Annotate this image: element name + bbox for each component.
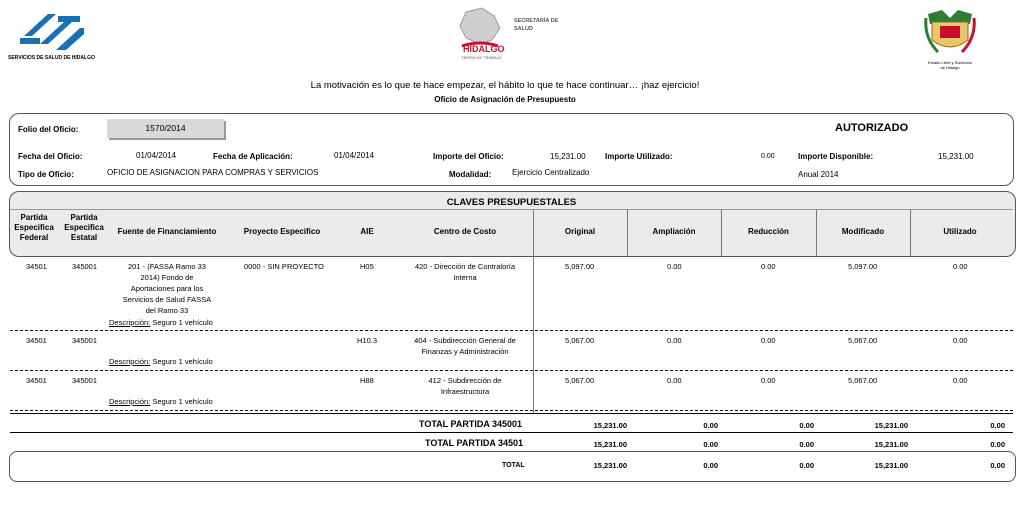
row3-estatal: 345001 [72, 376, 98, 385]
row2-reduccion: 0.00 [761, 336, 776, 345]
row2-centro: 404 - Subdirección General de Finanzas y Administración [414, 336, 516, 356]
importe-oficio-value: 15,231.00 [550, 152, 586, 161]
row3-centro: 412 - Subdirección de Infraestructura [428, 376, 502, 396]
right-caption-2: de Hidalgo [940, 65, 960, 70]
folio-value-box [107, 119, 224, 138]
total3-modificado: 15,231.00 [874, 461, 908, 470]
status-badge: AUTORIZADO [835, 122, 909, 134]
tipo-label: Tipo de Oficio: [18, 170, 74, 179]
row1-reduccion: 0.00 [761, 262, 776, 271]
col-utilizado: Utilizado [943, 227, 977, 236]
row1-ampliacion: 0.00 [667, 262, 682, 271]
col-aie: AIE [360, 227, 374, 236]
total2-utilizado: 0.00 [990, 440, 1005, 449]
row3-reduccion: 0.00 [761, 376, 776, 385]
fecha-oficio-value: 01/04/2014 [136, 151, 177, 160]
total2-reduccion: 0.00 [799, 440, 814, 449]
total1-utilizado: 0.00 [990, 421, 1005, 430]
fecha-oficio-label: Fecha del Oficio: [18, 152, 83, 161]
total3-utilizado: 0.00 [990, 461, 1005, 470]
tipo-value: OFICIO DE ASIGNACION PARA COMPRAS Y SERVICIOS [107, 168, 319, 177]
row3-utilizado: 0.00 [953, 376, 968, 385]
left-logo [8, 8, 98, 64]
col-proyecto: Proyecto Especifico [243, 227, 321, 236]
row2-estatal: 345001 [72, 336, 98, 345]
center-tagline: TIERRA DE TRABAJO [461, 55, 502, 60]
importe-disponible-label: Importe Disponible: [798, 152, 874, 161]
importe-utilizado-label: Importe Utilizado: [605, 152, 673, 161]
row2-aie: H10.3 [357, 336, 378, 345]
row2-ampliacion: 0.00 [667, 336, 682, 345]
row1-utilizado: 0.00 [953, 262, 968, 271]
row1-centro: 420 - Dirección de Contraloría Interna [414, 262, 516, 282]
row2-federal: 34501 [26, 336, 47, 345]
col-fuente: Fuente de Financiamiento [117, 227, 217, 236]
row1-original: 5,097.00 [565, 262, 595, 271]
total2-modificado: 15,231.00 [874, 440, 908, 449]
row3-ampliacion: 0.00 [667, 376, 682, 385]
col-ampliacion: Ampliación [652, 227, 696, 236]
total3-reduccion: 0.00 [799, 461, 814, 470]
row2-modificado: 5,067.00 [848, 336, 878, 345]
row2-original: 5,067.00 [565, 336, 595, 345]
col-original: Original [564, 227, 596, 236]
center-dept-2: SALUD [514, 26, 533, 32]
state-seal-icon [924, 8, 976, 56]
row1-estatal: 345001 [72, 262, 98, 271]
row-divider [10, 330, 1013, 331]
total1-original: 15,231.00 [593, 421, 627, 430]
row1-aie: H05 [360, 262, 374, 271]
total2-original: 15,231.00 [593, 440, 627, 449]
center-brand: HIDALGO [463, 44, 505, 54]
row1-descripcion: Descripción: Seguro 1 vehículo [109, 318, 213, 327]
center-dept-1: SECRETARÍA DE [514, 18, 559, 24]
row1-fuente: 201 - (FASSA Ramo 33 2014) Fondo de Aportaciones para los Servicios de Salud FASSA del Ramo 33 [122, 262, 212, 315]
modalidad-value: Ejercicio Centralizado [512, 168, 590, 177]
row1-modificado: 5,097.00 [848, 262, 878, 271]
folio-value: 1570/2014 [145, 123, 186, 133]
doc-title: Oficio de Asignación de Presupuesto [434, 95, 576, 104]
center-logo [448, 6, 568, 66]
total1-reduccion: 0.00 [799, 421, 814, 430]
body-sep-1 [533, 256, 534, 413]
col-centro: Centro de Costo [433, 227, 497, 236]
claves-title-rule [10, 209, 1013, 210]
total3-original: 15,231.00 [593, 461, 627, 470]
right-logo [922, 8, 978, 72]
total1-modificado: 15,231.00 [874, 421, 908, 430]
row1-proyecto: 0000 - SIN PROYECTO [244, 262, 324, 271]
modalidad-label: Modalidad: [449, 170, 492, 179]
total1-label: TOTAL PARTIDA 345001 [419, 419, 523, 429]
row-divider [10, 370, 1013, 371]
motto: La motivación es lo que te hace empezar, el hábito lo que te hace continuar… ¡haz ejercicio! [310, 80, 700, 91]
col-reduccion: Reducción [748, 227, 789, 236]
right-caption-1: Estado Libre y Soberano [927, 60, 973, 65]
col-partida-federal: Partida Especifica Federal [14, 213, 54, 242]
fecha-aplicacion-label: Fecha de Aplicación: [213, 152, 293, 161]
total-divider [10, 432, 1013, 433]
importe-utilizado-value: 0.00 [761, 153, 775, 160]
row3-descripcion: Descripción: Seguro 1 vehículo [109, 397, 213, 406]
total1-ampliacion: 0.00 [703, 421, 718, 430]
row2-descripcion: Descripción: Seguro 1 vehículo [109, 357, 213, 366]
ssh-logo-icon [18, 10, 84, 52]
total2-ampliacion: 0.00 [703, 440, 718, 449]
row3-modificado: 5,067.00 [848, 376, 878, 385]
row2-utilizado: 0.00 [953, 336, 968, 345]
row3-aie: H88 [360, 376, 374, 385]
col-modificado: Modificado [841, 227, 885, 236]
totals-top-rule [10, 410, 1013, 411]
row3-original: 5,067.00 [565, 376, 595, 385]
periodo-value: Anual 2014 [798, 170, 839, 179]
importe-oficio-label: Importe del Oficio: [433, 152, 504, 161]
total3-label: TOTAL [502, 462, 525, 469]
row3-federal: 34501 [26, 376, 47, 385]
fecha-aplicacion-value: 01/04/2014 [334, 151, 375, 160]
total3-ampliacion: 0.00 [703, 461, 718, 470]
row1-federal: 34501 [26, 262, 47, 271]
left-org-name: SERVICIOS DE SALUD DE HIDALGO [8, 55, 95, 61]
col-partida-estatal: Partida Especifica Estatal [64, 213, 104, 242]
folio-label: Folio del Oficio: [18, 125, 79, 134]
importe-disponible-value: 15,231.00 [938, 152, 974, 161]
total2-label: TOTAL PARTIDA 34501 [425, 438, 524, 448]
claves-title: CLAVES PRESUPUESTALES [446, 197, 577, 208]
totals-top-solid [10, 413, 1013, 414]
